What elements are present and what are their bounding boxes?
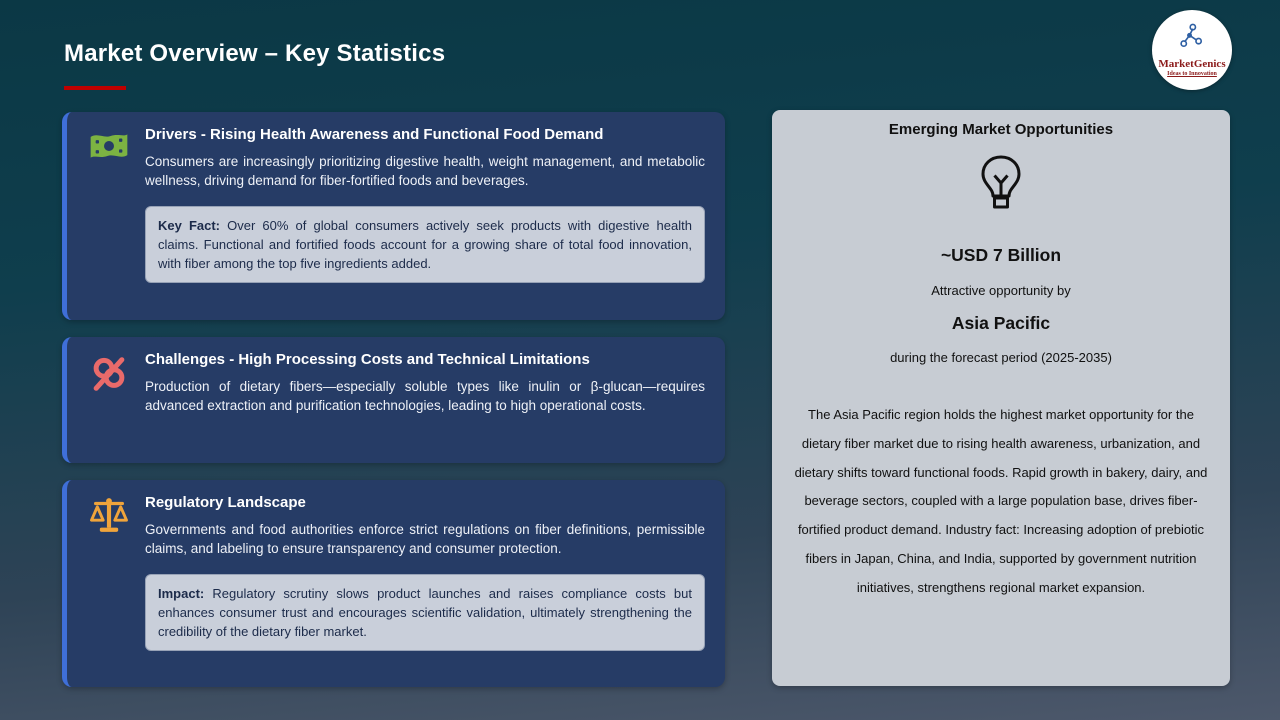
regulatory-body: Governments and food authorities enforce strict regulations on fiber definitions, permissible claims, and labeling to ensure transparency and consumer protection. [145, 522, 705, 556]
impact-text: Regulatory scrutiny slows product launches and raises compliance costs but enhances consumer trust and encourages scientific validation, ultimately strengthening the credibility of the dietary fiber market. [158, 586, 692, 639]
title-underline [64, 86, 126, 90]
drivers-body: Consumers are increasingly prioritizing digestive health, weight management, and metabolic wellness, driving demand for fiber-fortified foods and beverages. [145, 154, 705, 188]
molecule-icon [1177, 23, 1207, 56]
broken-link-icon [89, 354, 133, 394]
drivers-card [62, 112, 725, 320]
region-description: The Asia Pacific region holds the highest market opportunity for the dietary fiber market due to rising health awareness, urbanization, and dietary shifts toward functional foods. Rapid growth in bakery, dairy, and beverage sectors, coupled with a large population base, drives fiber-fortified product demand. Industry fact: Increasing adoption of prebiotic fibers in Japan, China, and India, supported by government nutrition initiatives, strengthens regional market expansion. [794, 407, 1208, 595]
challenges-card [62, 337, 725, 463]
impact-label: Impact: [158, 586, 205, 601]
logo-name: MarketGenics [1158, 58, 1226, 70]
regulatory-card [62, 480, 725, 687]
company-logo [1152, 10, 1232, 90]
opportunity-subtitle: Attractive opportunity by [931, 283, 1071, 298]
impact-box [145, 574, 705, 651]
banknote-icon [89, 129, 133, 169]
forecast-period: during the forecast period (2025-2035) [890, 350, 1112, 365]
key-fact-text: Over 60% of global consumers actively seek products with digestive health claims. Functional and fortified foods account for a growing share of total food innovation, with fiber among the top five ingredients added. [158, 218, 692, 271]
market-value: ~USD 7 Billion [940, 245, 1062, 265]
key-fact-label: Key Fact: [158, 218, 221, 233]
challenges-heading: Challenges - High Processing Costs and Technical Limitations [145, 351, 590, 368]
region-name: Asia Pacific [951, 313, 1051, 333]
lightbulb-icon [772, 154, 1230, 219]
page-title: Market Overview – Key Statistics [64, 40, 446, 67]
key-fact-box [145, 206, 705, 283]
logo-tagline: Ideas to Innovation [1167, 71, 1217, 77]
emerging-opportunities-panel [772, 110, 1230, 686]
regulatory-heading: Regulatory Landscape [145, 494, 306, 511]
challenges-body: Production of dietary fibers—especially soluble types like inulin or β-glucan—requires advanced extraction and purification technologies, leading to high operational costs. [145, 379, 705, 413]
balance-scale-icon [89, 497, 133, 537]
panel-title: Emerging Market Opportunities [888, 121, 1114, 138]
drivers-heading: Drivers - Rising Health Awareness and Functional Food Demand [145, 126, 604, 143]
